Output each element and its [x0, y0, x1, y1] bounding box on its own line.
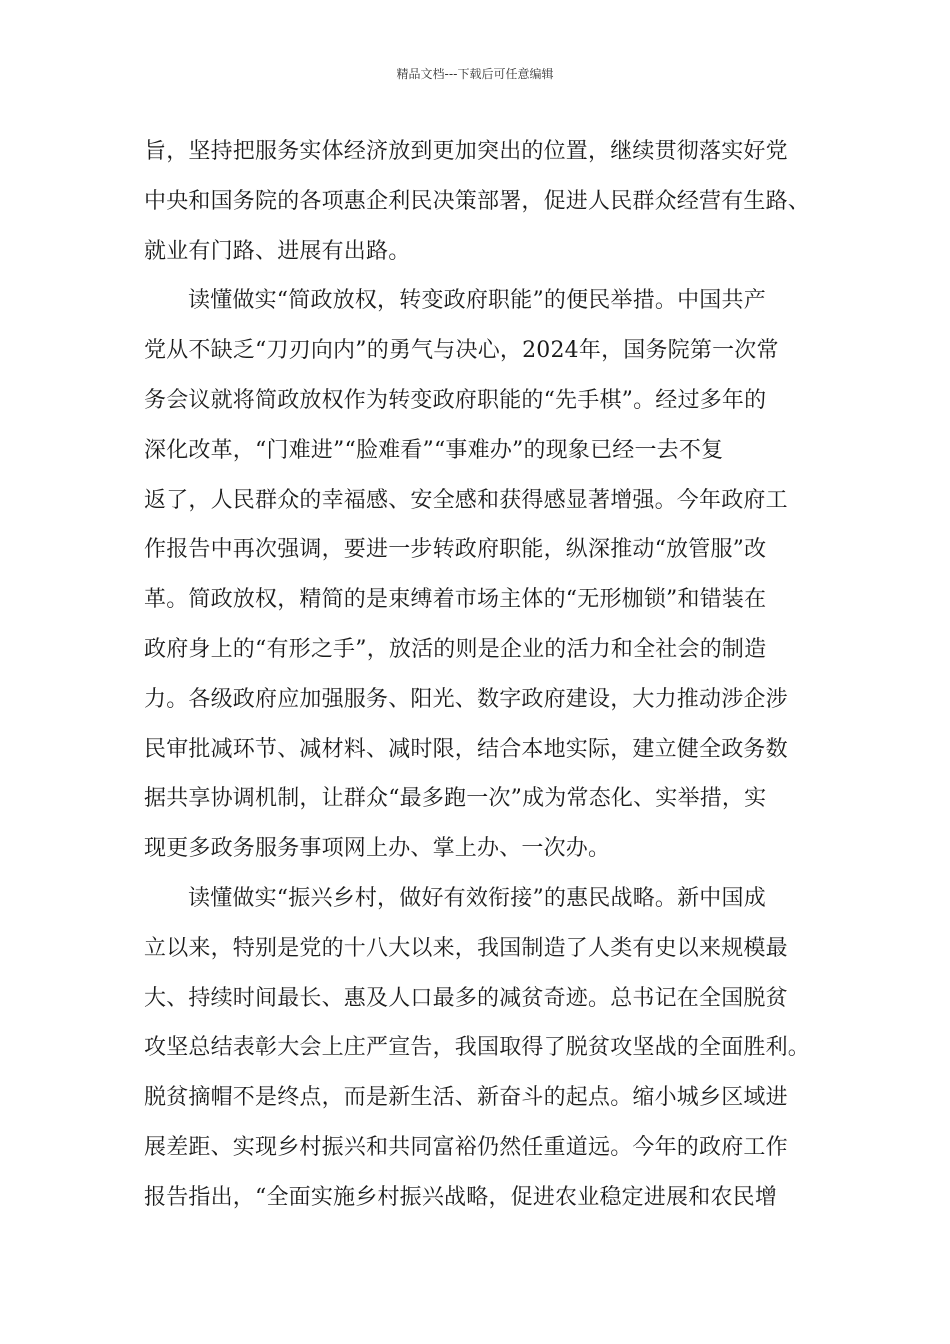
- text-line: 政府身上的“有形之手”，放活的则是企业的活力和全社会的制造: [144, 636, 767, 662]
- document-body: [144, 127, 814, 1223]
- text-line: 民审批减环节、减材料、减时限，结合本地实际，建立健全政务数: [144, 736, 788, 762]
- text-line: 攻坚总结表彰大会上庄严宣告，我国取得了脱贫攻坚战的全面胜利。: [144, 1035, 811, 1061]
- text-line: 展差距、实现乡村振兴和共同富裕仍然任重道远。今年的政府工作: [144, 1134, 788, 1160]
- text-line: 据共享协调机制，让群众“最多跑一次”成为常态化、实举措，实: [144, 786, 767, 812]
- text-line: 力。各级政府应加强服务、阳光、数字政府建设，大力推动涉企涉: [144, 686, 788, 712]
- text-line: 中央和国务院的各项惠企利民决策部署，促进人民群众经营有生路、: [144, 188, 811, 214]
- text-line: 旨，坚持把服务实体经济放到更加突出的位置，继续贯彻落实好党: [144, 139, 788, 164]
- text-line: 深化改革，“门难进”“脸难看”“事难办”的现象已经一去不复: [144, 437, 724, 463]
- text-line: 报告指出，“全面实施乡村振兴战略，促进农业稳定进展和农民增: [144, 1184, 778, 1210]
- text-line: 脱贫摘帽不是终点，而是新生活、新奋斗的起点。缩小城乡区域进: [144, 1085, 788, 1111]
- text-line: 大、持续时间最长、惠及人口最多的减贫奇迹。总书记在全国脱贫: [144, 985, 788, 1011]
- text-line: 革。简政放权，精简的是束缚着市场主体的“无形枷锁”和错装在: [144, 587, 767, 613]
- text-line: 务会议就将简政放权作为转变政府职能的“先手棋”。经过多年的: [144, 387, 767, 413]
- text-line: 返了，人民群众的幸福感、安全感和获得感显著增强。今年政府工: [144, 487, 788, 513]
- text-line: 立以来，特别是党的十八大以来，我国制造了人类有史以来规模最: [144, 935, 788, 961]
- text-line: 现更多政务服务事项网上办、掌上办、一次办。: [144, 836, 611, 862]
- text-line: 就业有门路、进展有出路。: [144, 238, 411, 264]
- text-line: 作报告中再次强调，要进一步转政府职能，纵深推动“放管服”改: [144, 537, 767, 563]
- text-line: 读懂做实“振兴乡村，做好有效衔接”的惠民战略。新中国成: [188, 885, 766, 911]
- text-line: 党从不缺乏“刀刃向内”的勇气与决心，2024年，国务院第一次常: [144, 338, 779, 364]
- text-line: 读懂做实“简政放权，转变政府职能”的便民举措。中国共产: [188, 288, 766, 314]
- page-header: 精品文档---下载后可任意编辑: [396, 67, 554, 81]
